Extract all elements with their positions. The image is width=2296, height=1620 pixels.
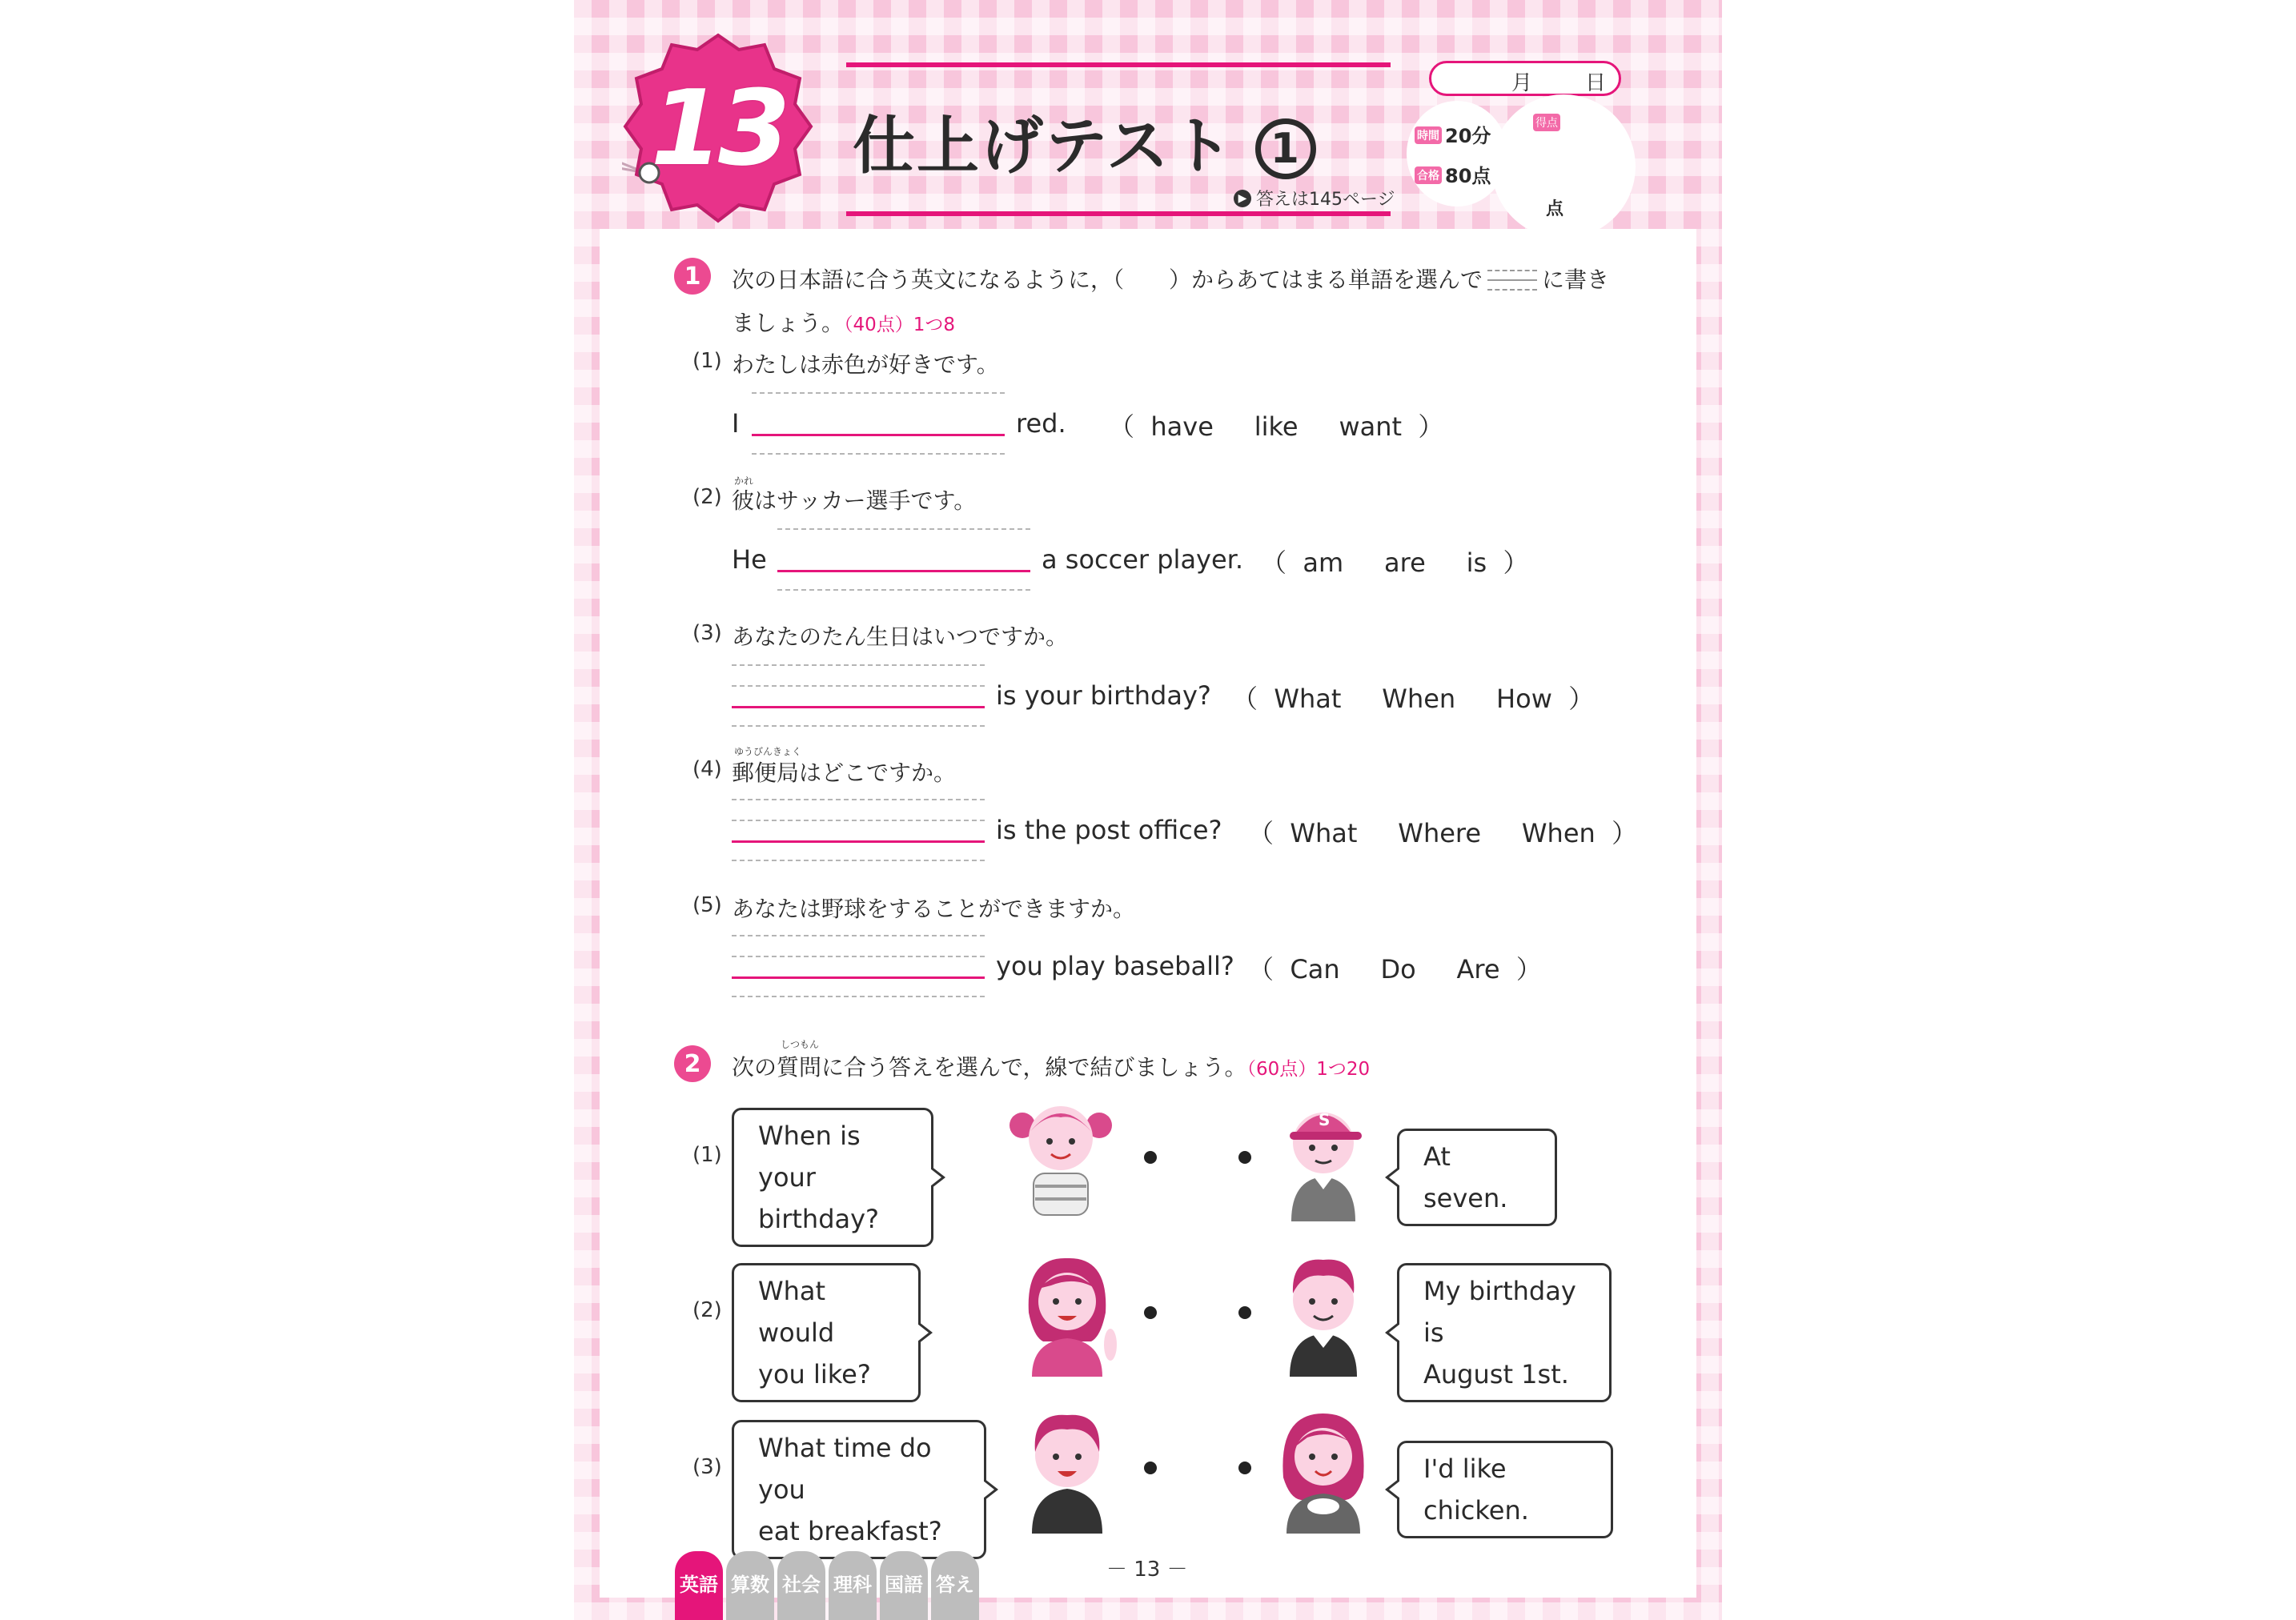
tab-english[interactable]: 英語 bbox=[675, 1551, 723, 1620]
answer-bubble-3 bbox=[1397, 1441, 1613, 1538]
match-3-number: (3) bbox=[692, 1455, 722, 1479]
boy-illustration bbox=[1011, 1405, 1123, 1534]
section-2-number: 2 bbox=[674, 1045, 711, 1082]
answer-reference bbox=[1234, 186, 1395, 211]
choice[interactable]: is bbox=[1466, 547, 1487, 578]
section-2-text: 次の質問に合う答えを選んで，線で結びましょう。 bbox=[732, 1054, 1247, 1081]
q2-guide-bottom bbox=[777, 589, 1030, 591]
bubble-line: What would bbox=[758, 1276, 835, 1348]
q5-choices: （ Can Do Are ） bbox=[1248, 954, 1542, 984]
page-title bbox=[853, 96, 1316, 186]
q4-guide-mid bbox=[732, 820, 985, 821]
tab-science[interactable]: 理科 bbox=[829, 1551, 877, 1620]
choice[interactable]: want bbox=[1339, 411, 1403, 442]
subject-tabs bbox=[675, 1551, 979, 1620]
q4-guide-bottom bbox=[732, 860, 985, 861]
title-rule-bottom bbox=[846, 211, 1391, 216]
tab-math[interactable]: 算数 bbox=[726, 1551, 774, 1620]
page-number: － 13 － bbox=[1106, 1558, 1188, 1582]
q3-choices: （ What When How ） bbox=[1232, 684, 1595, 714]
answer-box-sample bbox=[1487, 270, 1537, 291]
answer-ref-text: 答えは145ページ bbox=[1256, 190, 1395, 210]
q5-number: (5) bbox=[692, 893, 722, 917]
man-illustration bbox=[1267, 1249, 1379, 1377]
q2-furigana: かれ bbox=[734, 475, 754, 487]
bubble-line: you like? bbox=[758, 1359, 871, 1389]
choice[interactable]: What bbox=[1274, 684, 1342, 714]
q5-answer-line[interactable] bbox=[732, 976, 985, 979]
question-bubble-3 bbox=[732, 1420, 986, 1559]
time-value: 20分 bbox=[1445, 125, 1491, 147]
q5-guide-bottom bbox=[732, 996, 985, 997]
match-1-number: (1) bbox=[692, 1143, 722, 1167]
choice[interactable]: am bbox=[1303, 547, 1344, 578]
answer-bubble-1 bbox=[1397, 1129, 1557, 1226]
answer-bubble-2 bbox=[1397, 1263, 1612, 1402]
q2-number: (2) bbox=[692, 485, 722, 509]
match-dot-right-1[interactable] bbox=[1238, 1151, 1251, 1164]
q4-number: (4) bbox=[692, 757, 722, 781]
match-2-number: (2) bbox=[692, 1298, 722, 1322]
q2-guide-top bbox=[777, 528, 1030, 530]
bubble-line: eat breakfast? bbox=[758, 1516, 942, 1546]
girl-pigtails-illustration bbox=[1005, 1093, 1117, 1221]
title-text: 仕上げテスト bbox=[853, 110, 1234, 182]
q1-guide-bottom bbox=[752, 453, 1005, 455]
match-dot-left-1[interactable] bbox=[1144, 1151, 1157, 1164]
match-dot-left-2[interactable] bbox=[1144, 1306, 1157, 1319]
choice[interactable]: What bbox=[1290, 818, 1358, 848]
score-unit[interactable]: 点 bbox=[1546, 199, 1564, 219]
score-tag: 得点 bbox=[1533, 114, 1560, 131]
bubble-line: birthday? bbox=[758, 1204, 880, 1234]
pass-score bbox=[1415, 160, 1491, 188]
q5-japanese: あなたは野球をすることができますか。 bbox=[732, 896, 1136, 922]
bubble-line: I'd like chicken. bbox=[1423, 1454, 1529, 1526]
arrow-right-icon: ▶ bbox=[1234, 190, 1251, 207]
date-field[interactable] bbox=[1429, 61, 1621, 96]
q1-before: I bbox=[732, 408, 740, 439]
tab-answers[interactable]: 答え bbox=[931, 1551, 979, 1620]
q1-number: (1) bbox=[692, 349, 722, 373]
instruction-part-c: ましょう。 bbox=[732, 310, 845, 336]
choice[interactable]: Do bbox=[1380, 954, 1416, 984]
bubble-line: When is your bbox=[758, 1121, 861, 1193]
q3-guide-top bbox=[732, 664, 985, 666]
tab-japanese[interactable]: 国語 bbox=[880, 1551, 928, 1620]
bubble-line: August 1st. bbox=[1423, 1359, 1569, 1389]
choice[interactable]: Can bbox=[1290, 954, 1340, 984]
choice[interactable]: Are bbox=[1456, 954, 1500, 984]
q4-after: is the post office? bbox=[996, 815, 1222, 845]
month-label: 月 bbox=[1511, 71, 1533, 95]
q4-guide-top bbox=[732, 799, 985, 800]
bubble-line: At seven. bbox=[1423, 1141, 1508, 1213]
question-bubble-2 bbox=[732, 1263, 921, 1402]
q5-guide-top bbox=[732, 935, 985, 936]
q2-choices: （ am are is ） bbox=[1261, 547, 1529, 578]
tab-social-studies[interactable]: 社会 bbox=[777, 1551, 825, 1620]
section-2-points: （60点）1つ20 bbox=[1246, 1059, 1371, 1080]
section-1-instruction bbox=[732, 263, 1609, 295]
q2-before: He bbox=[732, 544, 767, 575]
bubble-line: My birthday is bbox=[1423, 1276, 1576, 1348]
section-2-furigana: しつもん bbox=[781, 1039, 820, 1050]
q3-number: (3) bbox=[692, 621, 722, 645]
q1-japanese: わたしは赤色が好きです。 bbox=[732, 351, 999, 378]
bubble-line: What time do you bbox=[758, 1433, 932, 1505]
q4-choices: （ What Where When ） bbox=[1248, 818, 1638, 848]
q2-after: a soccer player. bbox=[1042, 544, 1244, 575]
q1-after: red. bbox=[1016, 408, 1066, 439]
q1-answer-line[interactable] bbox=[752, 434, 1005, 436]
match-dot-right-2[interactable] bbox=[1238, 1306, 1251, 1319]
q3-japanese: あなたのたん生日はいつですか。 bbox=[732, 624, 1069, 650]
section-2-instruction bbox=[732, 1050, 1370, 1082]
question-bubble-1 bbox=[732, 1108, 933, 1247]
day-label: 日 bbox=[1585, 71, 1607, 95]
q2-answer-line[interactable] bbox=[777, 570, 1030, 572]
section-1-number: 1 bbox=[674, 258, 711, 295]
q1-choices: （ have like want ） bbox=[1109, 411, 1444, 442]
workbook-page bbox=[574, 0, 1722, 1620]
svg-text:S: S bbox=[1319, 1110, 1331, 1129]
section-1-instruction-2 bbox=[732, 306, 955, 338]
q5-after: you play baseball? bbox=[996, 951, 1234, 981]
pass-tag: 合格 bbox=[1415, 166, 1442, 184]
q2-japanese: 彼はサッカー選手です。 bbox=[732, 487, 977, 514]
q1-guide-top bbox=[752, 392, 1005, 394]
time-limit bbox=[1415, 120, 1491, 148]
unit-number: 13 bbox=[650, 67, 786, 189]
choice[interactable]: have bbox=[1150, 411, 1214, 442]
choice[interactable]: like bbox=[1254, 411, 1299, 442]
section-1-points: （40点）1つ8 bbox=[844, 315, 956, 335]
choice[interactable]: Where bbox=[1398, 818, 1482, 848]
pass-value: 80点 bbox=[1445, 165, 1491, 187]
title-number: 1 bbox=[1255, 118, 1316, 179]
q4-answer-line[interactable] bbox=[732, 840, 985, 843]
q3-answer-line[interactable] bbox=[732, 706, 985, 708]
q4-japanese: 郵便局はどこですか。 bbox=[732, 760, 957, 786]
choice[interactable]: When bbox=[1382, 684, 1456, 714]
choice[interactable]: How bbox=[1496, 684, 1552, 714]
time-tag: 時間 bbox=[1415, 126, 1442, 144]
match-dot-left-3[interactable] bbox=[1144, 1462, 1157, 1474]
woman-illustration bbox=[1011, 1249, 1123, 1377]
mother-illustration bbox=[1267, 1405, 1379, 1534]
boy-baseball-cap-illustration bbox=[1267, 1093, 1379, 1221]
q4-furigana: ゆうびんきょく bbox=[734, 746, 802, 757]
instruction-part-b: に書き bbox=[1542, 267, 1610, 293]
choice[interactable]: When bbox=[1521, 818, 1596, 848]
q3-guide-mid bbox=[732, 685, 985, 687]
q5-guide-mid bbox=[732, 956, 985, 957]
q3-guide-bottom bbox=[732, 725, 985, 727]
match-dot-right-3[interactable] bbox=[1238, 1462, 1251, 1474]
choice[interactable]: are bbox=[1384, 547, 1426, 578]
q3-after: is your birthday? bbox=[996, 680, 1211, 711]
title-rule-top bbox=[846, 62, 1391, 67]
instruction-part-a: 次の日本語に合う英文になるように，（ ）からあてはまる単語を選んで bbox=[732, 267, 1483, 293]
